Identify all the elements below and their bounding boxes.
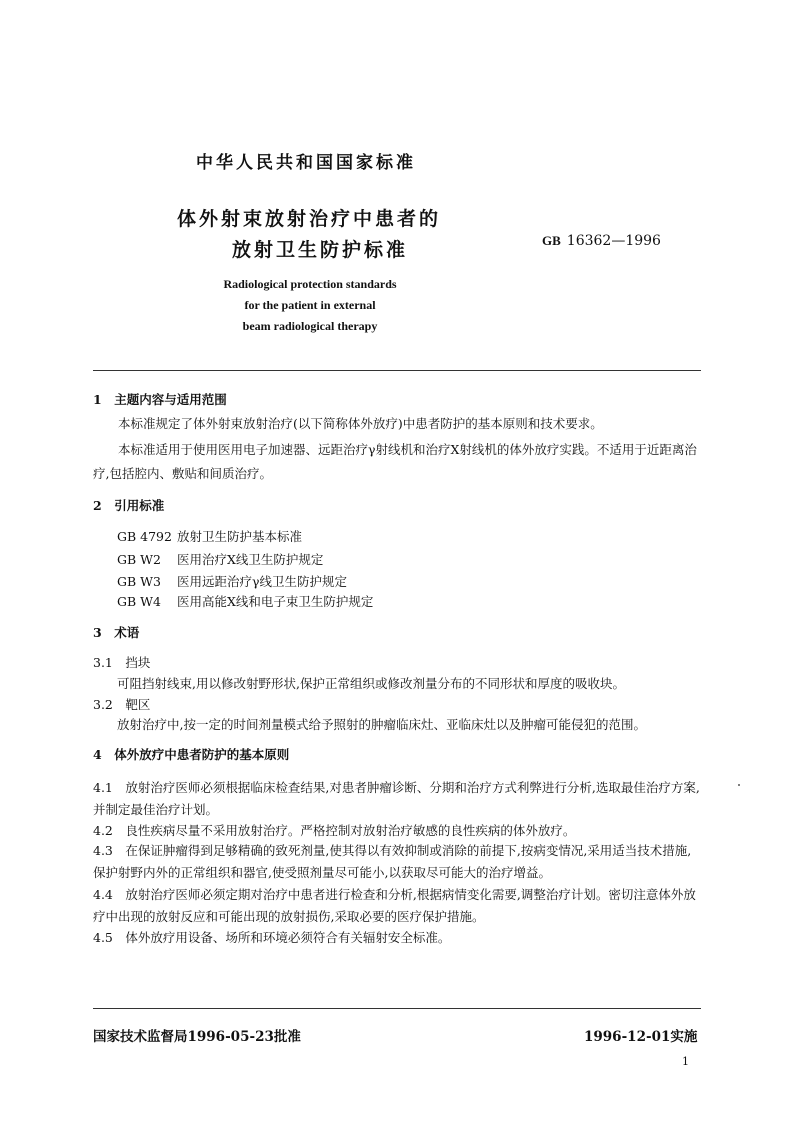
- clause-4-2: 4.2 良性疾病尽量不采用放射治疗。严格控制对放射治疗敏感的良性疾病的体外放疗。: [93, 823, 576, 838]
- english-title-line2: for the patient in external: [244, 298, 376, 312]
- national-standard-label: 中华人民共和国国家标准: [196, 153, 416, 173]
- approval-line: 国家技术监督局1996-05-23批准: [93, 1029, 301, 1045]
- clause-4-4: 4.4 放射治疗医师必须定期对治疗中患者进行检查和分析,根据病情变化需要,调整治疗计划。密切注意体外放疗中出现的放射反应和可能出现的放射损伤,采取必要的医疗保护措施。: [93, 887, 696, 924]
- reference-item: GB W3 医用远距治疗γ线卫生防护规定: [117, 574, 347, 589]
- clause-4-3: 4.3 在保证肿瘤得到足够精确的致死剂量,使其得以有效抑制或消除的前提下,按病变情况,采用适当技术措施,保护射野内外的正常组织和器官,使受照剂量尽可能小,以获取尽可能大的治疗增益。: [93, 843, 692, 880]
- reference-item: GB W4 医用高能X线和电子束卫生防护规定: [117, 594, 374, 609]
- term-3-2-label: 3.2 靶区: [93, 697, 151, 712]
- standard-code: 16362—1996: [566, 233, 661, 249]
- clause-4-1: 4.1 放射治疗医师必须根据临床检查结果,对患者肿瘤诊断、分期和治疗方式利弊进行分析,选取最佳治疗方案,并制定最佳治疗计划。: [93, 780, 700, 817]
- section-4-heading: 4 体外放疗中患者防护的基本原则: [93, 747, 290, 762]
- reference-item: GB W2 医用治疗X线卫生防护规定: [117, 552, 324, 567]
- term-3-2-definition: 放射治疗中,按一定的时间剂量模式给予照射的肿瘤临床灶、亚临床灶以及肿瘤可能侵犯的范围。: [117, 717, 646, 732]
- page-number: 1: [682, 1055, 689, 1068]
- implementation-date: 1996-12-01实施: [584, 1029, 698, 1045]
- clause-4-5: 4.5 体外放疗用设备、场所和环境必须符合有关辐射安全标准。: [93, 930, 451, 945]
- document-title-line2: 放射卫生防护标准: [232, 239, 409, 261]
- term-3-1-definition: 可阻挡射线束,用以修改射野形状,保护正常组织或修改剂量分布的不同形状和厚度的吸收块。: [117, 676, 625, 691]
- section-1-para-1: 本标准规定了体外射束放射治疗(以下简称体外放疗)中患者防护的基本原则和技术要求。: [118, 416, 603, 431]
- document-title-line1: 体外射束放射治疗中患者的: [177, 208, 442, 230]
- standard-prefix: GB: [542, 233, 561, 248]
- section-1-heading: 1 主题内容与适用范围: [93, 392, 227, 407]
- header-divider: [93, 370, 701, 371]
- section-1-para-2: 本标准适用于使用医用电子加速器、远距治疗γ射线机和治疗X射线机的体外放疗实践。不适用于近距离治疗,包括腔内、敷贴和间质治疗。: [93, 442, 697, 481]
- english-title-line3: beam radiological therapy: [242, 319, 378, 333]
- english-title-line1: Radiological protection standards: [223, 277, 397, 291]
- term-3-1-label: 3.1 挡块: [93, 655, 151, 670]
- section-2-heading: 2 引用标准: [93, 498, 165, 513]
- footer-divider: [93, 1008, 701, 1009]
- scan-speck: [738, 784, 740, 786]
- reference-item: GB 4792 放射卫生防护基本标准: [117, 529, 303, 544]
- standard-number: [542, 233, 661, 249]
- section-3-heading: 3 术语: [93, 625, 140, 640]
